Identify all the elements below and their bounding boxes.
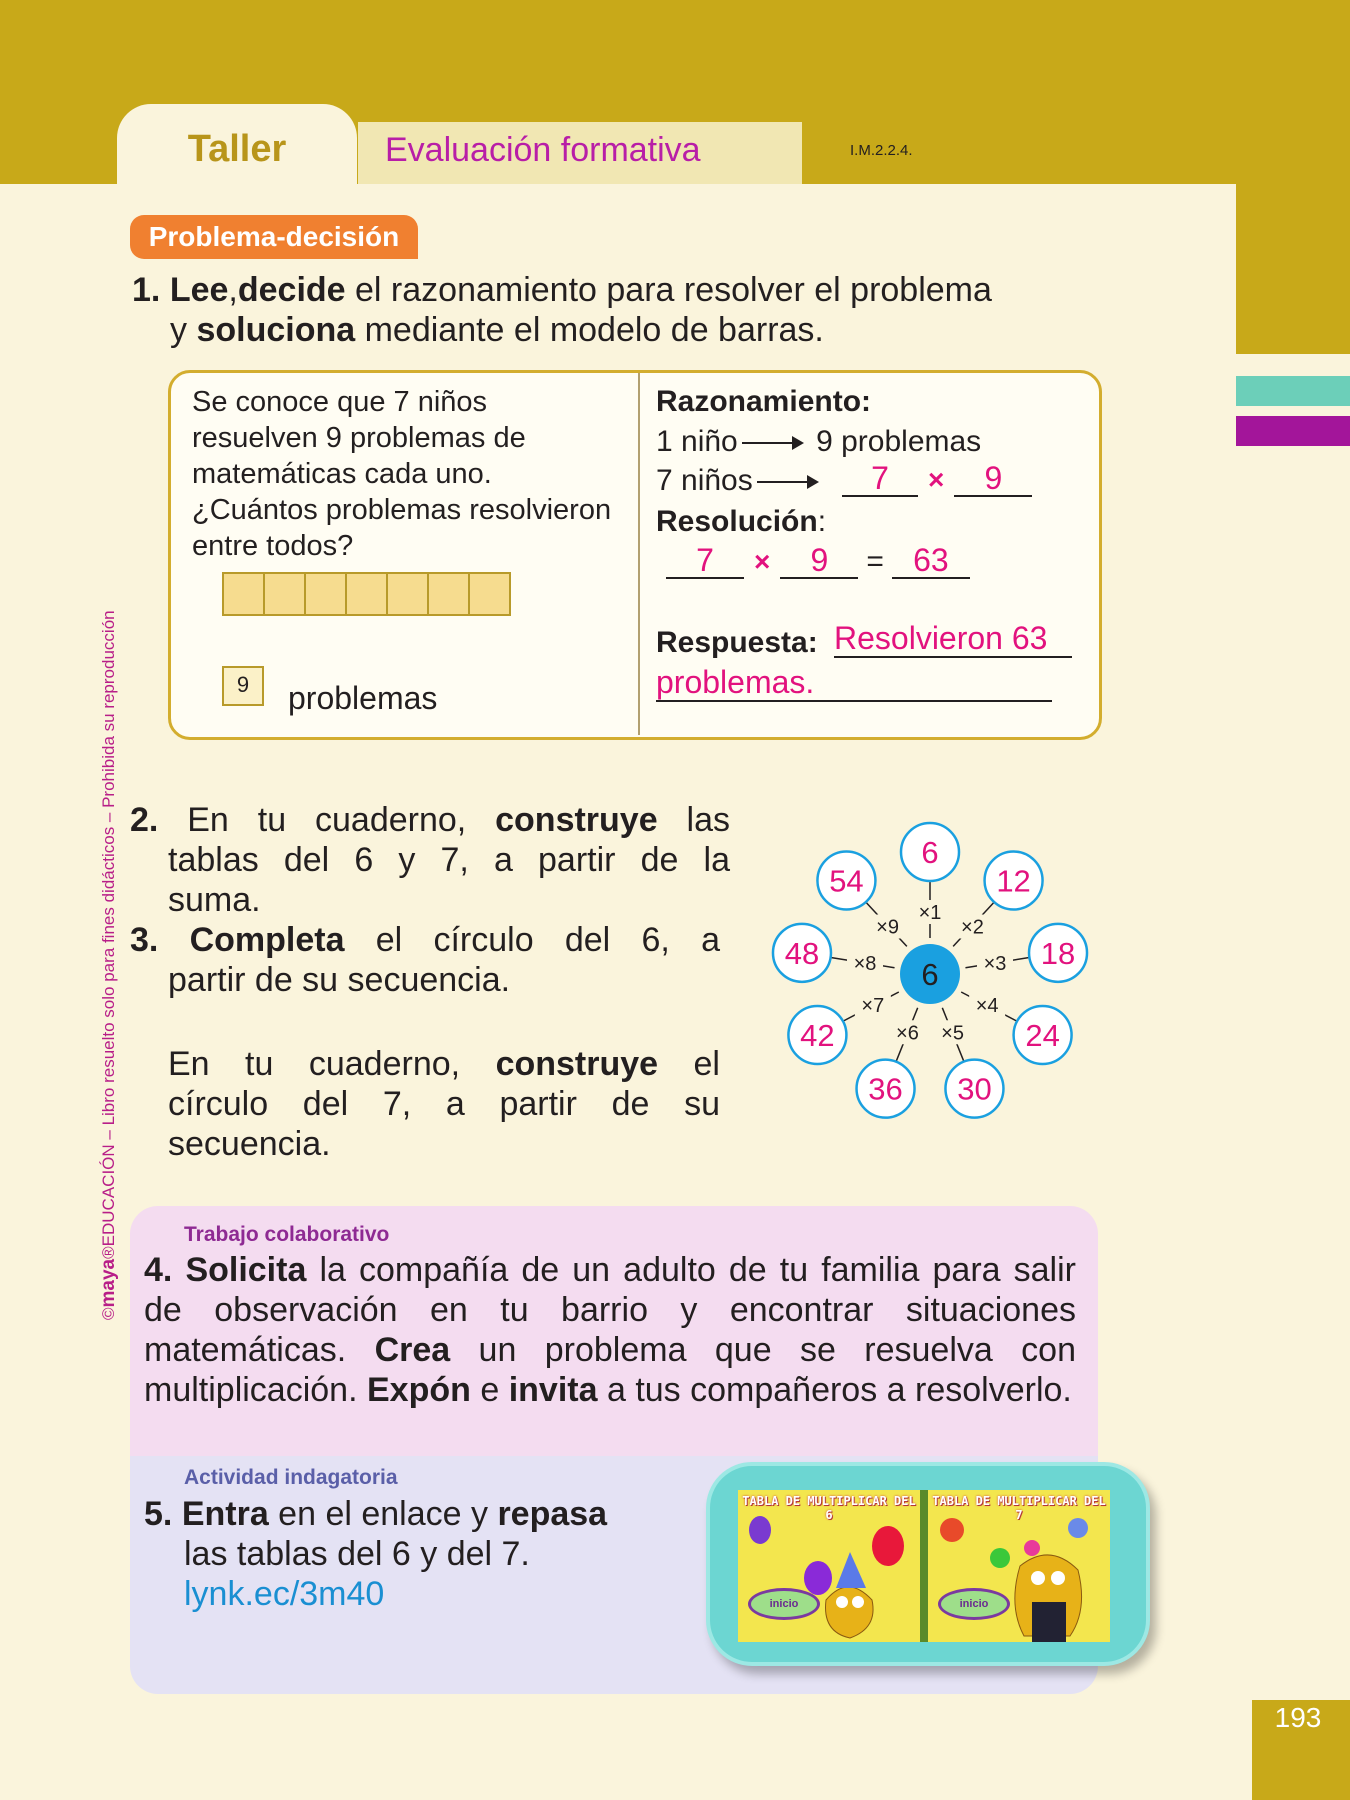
answer-label: Respuesta:	[656, 626, 818, 659]
q4-number: 4.	[144, 1251, 173, 1289]
q5-line2: las tablas del 6 y del 7.	[184, 1535, 530, 1573]
q4-t1: la compañía de un adulto de tu familia para salir de observación en tu barrio y encontrar situaciones matemáticas.	[144, 1251, 1076, 1369]
factor-label: ×1	[918, 902, 942, 924]
factor-label: ×9	[876, 916, 899, 939]
tablet-screen	[738, 1490, 1110, 1642]
reasoning-fill	[842, 461, 1032, 498]
equals-sign: =	[866, 545, 884, 578]
screen-2-title: TABLA DE MULTIPLICAR DEL 7	[932, 1494, 1106, 1522]
q1-text1: el razonamiento para resolver el problema	[345, 271, 992, 309]
outer-number: 24	[1025, 1018, 1060, 1053]
taller-label: Taller	[187, 128, 287, 170]
arrow-right-icon	[757, 481, 817, 483]
magenta-stripe	[1236, 416, 1350, 446]
q1-verb-lee: Lee	[169, 271, 229, 309]
side-credit	[98, 610, 120, 1320]
q4-t4: a tus compañeros a resolverlo.	[597, 1371, 1072, 1409]
bar-cell	[263, 572, 306, 616]
q4-verb-crea: Crea	[374, 1331, 451, 1369]
reasoning-1-left: 1 niño	[656, 425, 738, 458]
multiplication-circle	[760, 818, 1076, 1128]
balloon-icon	[738, 1490, 914, 1642]
resolution-line	[666, 543, 970, 580]
bar-cell	[345, 572, 388, 616]
answer-line-2: problemas.	[656, 664, 1052, 702]
reasoning-fill-a: 7	[842, 461, 918, 497]
q1-text2: mediante el modelo de barras.	[355, 311, 824, 349]
q2-verb: construye	[495, 801, 658, 839]
screen-table-6[interactable]	[738, 1490, 920, 1642]
outer-number: 48	[784, 935, 820, 971]
bar-cell	[222, 572, 265, 616]
screen-table-7[interactable]	[920, 1490, 1110, 1642]
q2-pre: En tu cuaderno,	[158, 801, 496, 839]
question-4	[144, 1250, 1076, 1410]
collaborative-heading: Trabajo colaborativo	[184, 1223, 390, 1246]
resource-link[interactable]: lynk.ec/3m40	[184, 1575, 385, 1613]
q5-verb-repasa: repasa	[497, 1495, 608, 1533]
outer-number: 6	[921, 835, 939, 870]
q4-t3: e	[470, 1371, 509, 1409]
bar-cell	[468, 572, 511, 616]
outer-number: 36	[868, 1071, 903, 1107]
factor-label: ×4	[975, 995, 999, 1017]
resolution-heading-text: Resolución	[656, 505, 818, 538]
resolution-result: 63	[892, 543, 970, 579]
factor-label: ×8	[853, 953, 877, 976]
question-1	[132, 270, 1112, 350]
q3b-post: el círculo del 7, a partir de su secuencia.	[168, 1045, 720, 1163]
credit-text: ®EDUCACIÓN – Libro resuelto solo para fines didácticos – Prohibida su reproducción	[99, 610, 118, 1259]
q1-sep: ,	[228, 271, 238, 309]
q1-verb-soluciona: soluciona	[196, 311, 356, 349]
bar-model	[222, 572, 509, 616]
reasoning-line-1	[656, 424, 981, 460]
factor-label: ×2	[961, 916, 984, 939]
outer-number: 30	[957, 1071, 992, 1107]
q4-verb-expon: Expón	[366, 1371, 471, 1409]
problem-statement: Se conoce que 7 niños resuelven 9 problemas de matemáticas cada uno. ¿Cuántos problemas resolvieron entre todos?	[192, 386, 612, 562]
q3b-verb: construye	[495, 1045, 659, 1083]
bar-cell	[304, 572, 347, 616]
question-3-extra	[168, 1044, 720, 1164]
teal-stripe	[1236, 376, 1350, 406]
resolution-heading	[656, 504, 826, 540]
bar-label: problemas	[288, 680, 438, 716]
reasoning-2-left: 7 niños	[656, 464, 753, 497]
q4-verb-invita: invita	[508, 1371, 598, 1409]
arrow-right-icon	[742, 442, 802, 444]
reasoning-heading: Razonamiento:	[656, 385, 872, 418]
outer-number: 54	[829, 863, 864, 899]
right-margin-band	[1236, 0, 1350, 354]
monster-icon	[928, 1490, 1104, 1642]
q3-verb: Completa	[189, 921, 345, 959]
question-2	[130, 800, 730, 920]
q4-verb-solicita: Solicita	[185, 1251, 307, 1289]
resolution-colon: :	[817, 505, 827, 538]
q5-number: 5.	[144, 1495, 173, 1533]
reasoning-fill-b: 9	[954, 461, 1032, 497]
outer-number: 18	[1040, 935, 1076, 971]
page-number: 193	[1274, 1702, 1322, 1733]
bar-cell	[427, 572, 470, 616]
q3-number: 3.	[130, 921, 159, 959]
bar-cell	[386, 572, 429, 616]
factor-label: ×7	[861, 995, 885, 1017]
q3b-pre: En tu cuaderno,	[168, 1045, 496, 1083]
outer-number: 12	[996, 863, 1031, 899]
q1-verb-decide: decide	[237, 271, 346, 309]
copyright-symbol: ©	[99, 1307, 118, 1320]
factor-label: ×3	[983, 953, 1007, 976]
evaluation-label: Evaluación formativa	[385, 131, 701, 169]
question-5	[144, 1494, 704, 1614]
center-number: 6	[921, 957, 939, 992]
q5-verb-entra: Entra	[181, 1495, 269, 1533]
q2-post: las	[657, 801, 730, 839]
q2-number: 2.	[130, 801, 159, 839]
q3-post: el círculo del 6, a	[344, 921, 720, 959]
resolution-b: 9	[780, 543, 858, 579]
reasoning-line-2	[656, 463, 823, 499]
reasoning-1-right: 9 problemas	[816, 425, 982, 458]
times-sign: ×	[928, 464, 945, 495]
answer-line-1: Resolvieron 63	[834, 620, 1072, 658]
q3-line2: partir de su secuencia.	[168, 961, 511, 999]
screen-1-title: TABLA DE MULTIPLICAR DEL 6	[742, 1494, 916, 1522]
resolution-a: 7	[666, 543, 744, 579]
start-button[interactable]: inicio	[748, 1588, 820, 1620]
times-sign: ×	[754, 546, 771, 577]
problem-decision-pill: Problema-decisión	[130, 215, 418, 259]
indicator-code: I.M.2.2.4.	[850, 142, 913, 159]
q2-line2: tablas del 6 y 7, a partir de la	[168, 841, 730, 879]
question-3	[130, 920, 720, 1000]
brand-logo: maya	[98, 1258, 119, 1308]
q2-line3: suma.	[168, 881, 261, 919]
q4-t2: un problema que se resuelva con multiplicación.	[144, 1331, 1076, 1409]
start-button[interactable]: inicio	[938, 1588, 1010, 1620]
inquiry-heading: Actividad indagatoria	[184, 1466, 398, 1489]
bar-label-box: 9	[222, 666, 264, 706]
q5-t1: en el enlace y	[268, 1495, 498, 1533]
outer-number: 42	[800, 1018, 835, 1053]
factor-label: ×6	[896, 1022, 919, 1045]
q1-number: 1.	[132, 271, 161, 309]
factor-label: ×5	[941, 1022, 964, 1045]
problem-box-divider	[638, 373, 640, 735]
q1-line2-pre: y	[170, 311, 197, 349]
